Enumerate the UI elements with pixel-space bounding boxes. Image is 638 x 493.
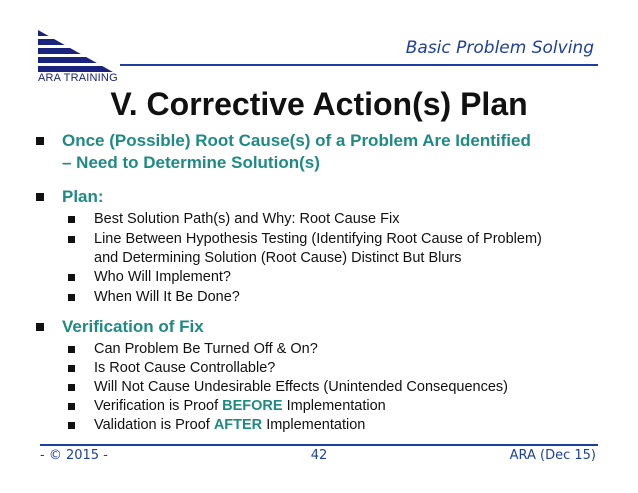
plan-item-text: Line Between Hypothesis Testing (Identifying Root Cause of Problem) bbox=[94, 231, 542, 247]
validation-prefix: Validation is Proof bbox=[94, 417, 214, 433]
slide-title: V. Corrective Action(s) Plan bbox=[110, 86, 528, 122]
validation-keyword: AFTER bbox=[213, 417, 263, 433]
header-title: Basic Problem Solving bbox=[405, 38, 594, 58]
header-divider bbox=[120, 64, 598, 66]
plan-item-text: When Will It Be Done? bbox=[94, 289, 240, 305]
bullet-intro-line2: – Need to Determine Solution(s) bbox=[62, 153, 320, 172]
verification-item-text: Is Root Cause Controllable? bbox=[94, 360, 276, 376]
square-bullet-icon bbox=[36, 137, 44, 145]
bullet-plan-heading: Plan: bbox=[62, 187, 104, 206]
footer-date: ARA (Dec 15) bbox=[509, 448, 596, 463]
plan-item-text: Who Will Implement? bbox=[94, 269, 231, 285]
proof-prefix: Verification is Proof bbox=[94, 398, 223, 414]
square-bullet-icon bbox=[68, 422, 75, 429]
square-bullet-icon bbox=[68, 236, 75, 243]
page-number: 42 bbox=[310, 448, 328, 463]
logo-text: ARA TRAINING bbox=[38, 72, 118, 84]
validation-proof-text bbox=[94, 416, 365, 435]
square-bullet-icon bbox=[68, 403, 75, 410]
square-bullet-icon bbox=[68, 274, 75, 281]
bullet-verification-heading: Verification of Fix bbox=[62, 317, 204, 336]
footer-copyright: - © 2015 - bbox=[40, 448, 108, 463]
square-bullet-icon bbox=[68, 384, 75, 391]
square-bullet-icon bbox=[68, 216, 75, 223]
square-bullet-icon bbox=[68, 346, 75, 353]
verification-item-text: Will Not Cause Undesirable Effects (Unintended Consequences) bbox=[94, 379, 509, 395]
proof-keyword: BEFORE bbox=[222, 398, 283, 414]
plan-item-text: Best Solution Path(s) and Why: Root Cause Fix bbox=[94, 211, 400, 227]
bullet-intro-line1: Once (Possible) Root Cause(s) of a Problem Are Identified bbox=[62, 131, 531, 150]
square-bullet-icon bbox=[36, 323, 44, 331]
proof-suffix: Implementation bbox=[282, 398, 386, 414]
validation-suffix: Implementation bbox=[262, 417, 366, 433]
square-bullet-icon bbox=[36, 193, 44, 201]
footer-divider bbox=[40, 444, 598, 446]
verification-item-text: Can Problem Be Turned Off & On? bbox=[94, 341, 318, 357]
square-bullet-icon bbox=[68, 294, 75, 301]
square-bullet-icon bbox=[68, 365, 75, 372]
verification-proof-text bbox=[94, 397, 386, 416]
plan-item-text: and Determining Solution (Root Cause) Distinct But Blurs bbox=[94, 250, 462, 266]
